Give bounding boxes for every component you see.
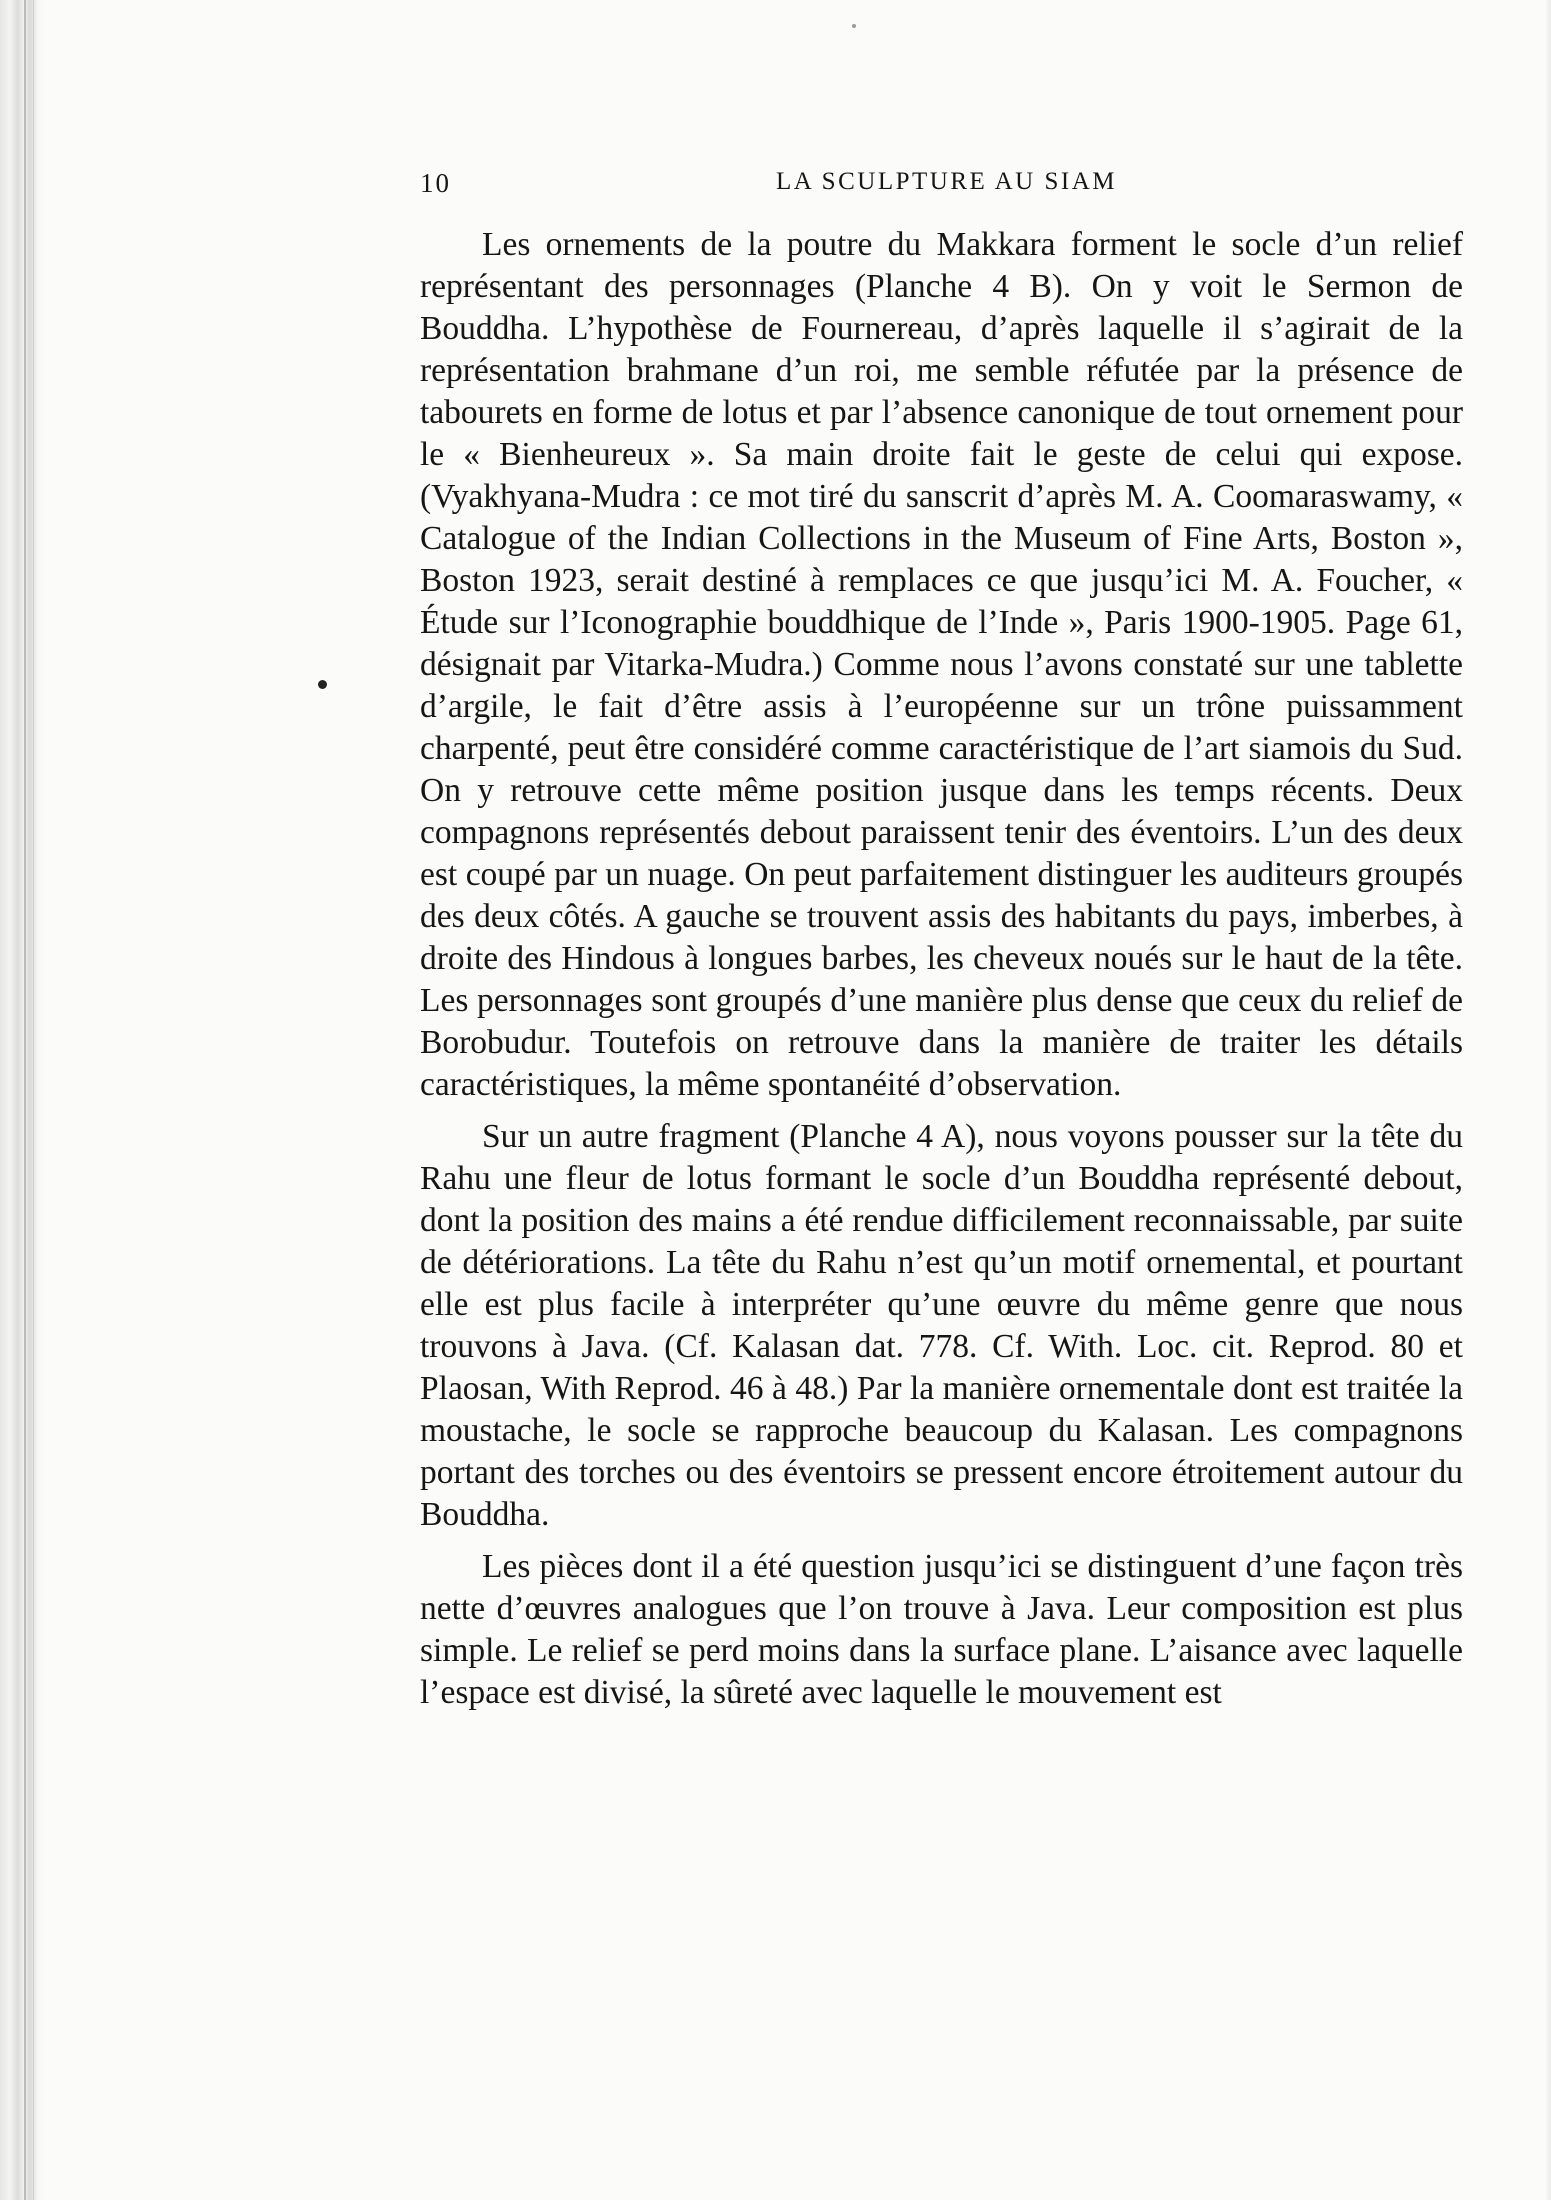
running-title: LA SCULPTURE AU SIAM [775,168,1117,195]
binding-edge [0,0,46,2200]
margin-mark [318,680,327,689]
binding-line [24,0,26,2200]
paragraph: Les pièces dont il a été question jusqu’ici se distinguent d’une façon très nette d’œuvres analogues que l’on trouve à Java. Leur composition est plus simple. Le relief se perd moins dans la surface plane. L’aisance avec laquelle l’espace est divisé, la sûreté avec laquelle le mouvement est [420,1548,1463,1711]
paragraph: Sur un autre fragment (Planche 4 A), nous voyons pousser sur la tête du Rahu une fleur de lotus formant le socle d’un Bouddha représenté debout, dont la position des mains a été rendue difficilement reconnaissable, par suite de détériorations. La tête du Rahu n’est qu’un motif ornemental, et pourtant elle est plus facile à interpréter qu’une œuvre du même genre que nous trouvons à Java. (Cf. Kalasan dat. 778. Cf. With. Loc. cit. Reprod. 80 et Plaosan, With Reprod. 46 à 48.) Par la manière ornementale dont est traitée la moustache, le socle se rapproche beaucoup du Kalasan. Les compagnons portant des torches ou des éventoirs se pressent encore étroitement autour du Bouddha. [420,1118,1463,1533]
binding-line [33,0,34,2200]
scan-speck [852,24,856,28]
page-number: 10 [420,168,451,198]
body-text [420,224,1463,1714]
page-header [420,168,1463,208]
paragraph: Les ornements de la poutre du Makkara forment le socle d’un relief représentant des personnages (Planche 4 B). On y voit le Sermon de Bouddha. L’hypothèse de Fournereau, d’après laquelle il s’agirait de la représentation brahmane d’un roi, me semble réfutée par la présence de tabourets en forme de lotus et par l’absence canonique de tout ornement pour le « Bienheureux ». Sa main droite fait le geste de celui qui expose. (Vyakhyana-Mudra : ce mot tiré du sanscrit d’après M. A. Coomaraswamy, « Catalogue of the Indian Collections in the Museum of Fine Arts, Boston », Boston 1923, serait destiné à remplaces ce que jusqu’ici M. A. Foucher, « Étude sur l’Iconographie bouddhique de l’Inde », Paris 1900-1905. Page 61, désignait par Vitarka-Mudra.) Comme nous l’avons constaté sur une tablette d’argile, le fait d’être assis à l’européenne sur un trône puissamment charpenté, peut être considéré comme caractéristique de l’art siamois du Sud. On y retrouve cette même position jusque dans les temps récents. Deux compagnons représentés debout paraissent tenir des éventoirs. L’un des deux est coupé par un nuage. On peut parfaitement distinguer les auditeurs groupés des deux côtés. A gauche se trouvent assis des habitants du pays, imberbes, à droite des Hindous à longues barbes, les cheveux noués sur le haut de la tête. Les personnages sont groupés d’une manière plus dense que ceux du relief de Borobudur. Toutefois on retrouve dans la manière de traiter les détails caractéristiques, la même spontanéité d’observation. [420,226,1463,1103]
page-edge [1545,0,1551,2200]
